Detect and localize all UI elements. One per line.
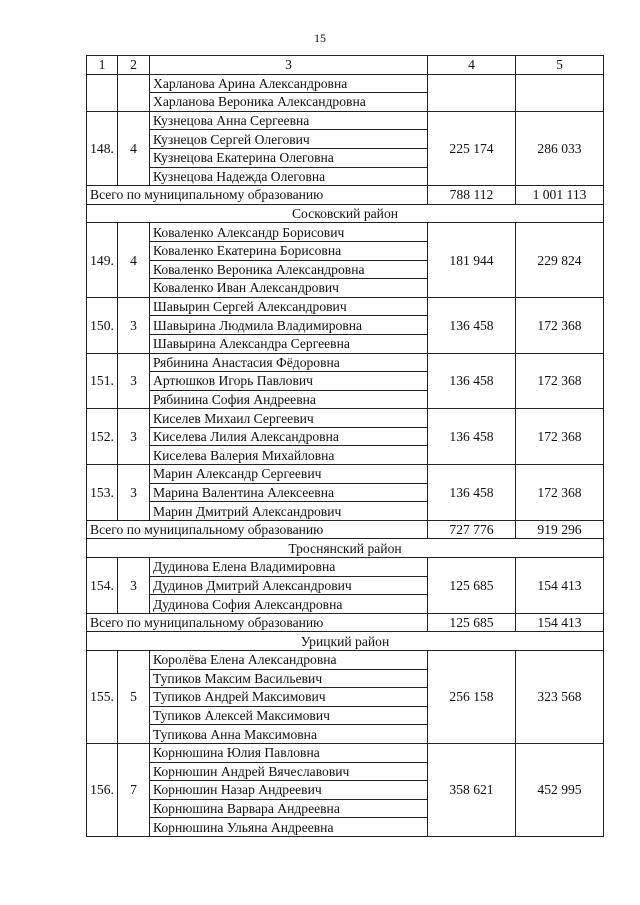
- table-row: [87, 743, 604, 762]
- row-number-cell: 148.: [87, 111, 118, 185]
- family-size-cell: 7: [118, 743, 150, 836]
- total-row: [87, 520, 604, 539]
- row-number-cell: 155.: [87, 651, 118, 744]
- family-size-cell: 5: [118, 651, 150, 744]
- member-name-cell: Тупиков Андрей Максимович: [150, 688, 428, 707]
- member-name-cell: Тупикова Анна Максимовна: [150, 725, 428, 744]
- amount-col5-cell: 172 368: [516, 297, 604, 353]
- family-size-cell: 3: [118, 465, 150, 521]
- member-name-cell: Кузнецов Сергей Олегович: [150, 130, 428, 149]
- member-name-cell: Коваленко Екатерина Борисовна: [150, 241, 428, 260]
- header-cell-1: 1: [87, 56, 118, 75]
- member-name-cell: Марина Валентина Алексеевна: [150, 483, 428, 502]
- family-size-cell: 4: [118, 223, 150, 297]
- table-row: [87, 651, 604, 670]
- member-name-cell: Шавырина Людмила Владимировна: [150, 316, 428, 335]
- member-name-cell: Шавырин Сергей Александрович: [150, 297, 428, 316]
- member-name-cell: Королёва Елена Александровна: [150, 651, 428, 670]
- district-name: Троснянский район: [87, 539, 604, 558]
- total-col4: 788 112: [428, 186, 516, 205]
- total-label: Всего по муниципальному образованию: [87, 520, 428, 539]
- amount-col4-cell: 136 458: [428, 465, 516, 521]
- amount-col5-cell: 172 368: [516, 465, 604, 521]
- member-name-cell: Дудинов Дмитрий Александрович: [150, 576, 428, 595]
- amount-col4-cell: 358 621: [428, 743, 516, 836]
- total-label: Всего по муниципальному образованию: [87, 186, 428, 205]
- district-row: [87, 539, 604, 558]
- header-cell-3: 3: [150, 56, 428, 75]
- amount-col4-cell: 181 944: [428, 223, 516, 297]
- district-row: [87, 204, 604, 223]
- family-size-cell: 3: [118, 558, 150, 614]
- table-row: [87, 353, 604, 372]
- table-row: [87, 111, 604, 130]
- header-cell-2: 2: [118, 56, 150, 75]
- amount-col5-cell: 172 368: [516, 409, 604, 465]
- row-number-cell: 152.: [87, 409, 118, 465]
- amount-col4-cell: 136 458: [428, 409, 516, 465]
- member-name-cell: Коваленко Александр Борисович: [150, 223, 428, 242]
- family-size-cell: 4: [118, 111, 150, 185]
- district-name: Сосковский район: [87, 204, 604, 223]
- member-name-cell: Марин Дмитрий Александрович: [150, 502, 428, 521]
- member-name-cell: Тупиков Алексей Максимович: [150, 706, 428, 725]
- amount-col5-cell: [516, 74, 604, 111]
- total-col5: 1 001 113: [516, 186, 604, 205]
- district-name: Урицкий район: [87, 632, 604, 651]
- district-row: [87, 632, 604, 651]
- member-name-cell: Артюшков Игорь Павлович: [150, 372, 428, 391]
- amount-col4-cell: 225 174: [428, 111, 516, 185]
- member-name-cell: Харланова Вероника Александровна: [150, 93, 428, 112]
- member-name-cell: Киселева Лилия Александровна: [150, 427, 428, 446]
- member-name-cell: Кузнецова Надежда Олеговна: [150, 167, 428, 186]
- member-name-cell: Шавырина Александра Сергеевна: [150, 334, 428, 353]
- member-name-cell: Коваленко Вероника Александровна: [150, 260, 428, 279]
- table-row: [87, 465, 604, 484]
- member-name-cell: Коваленко Иван Александрович: [150, 279, 428, 298]
- family-size-cell: [118, 74, 150, 111]
- member-name-cell: Корнюшина Ульяна Андреевна: [150, 818, 428, 837]
- row-number-cell: 151.: [87, 353, 118, 409]
- total-col4: 727 776: [428, 520, 516, 539]
- row-number-cell: 153.: [87, 465, 118, 521]
- row-number-cell: [87, 74, 118, 111]
- member-name-cell: Рябинина Анастасия Фёдоровна: [150, 353, 428, 372]
- table-body: [87, 56, 604, 837]
- member-name-cell: Киселева Валерия Михайловна: [150, 446, 428, 465]
- total-row: [87, 186, 604, 205]
- amount-col5-cell: 323 568: [516, 651, 604, 744]
- amount-col5-cell: 452 995: [516, 743, 604, 836]
- member-name-cell: Харланова Арина Александровна: [150, 74, 428, 93]
- row-number-cell: 156.: [87, 743, 118, 836]
- amount-col5-cell: 229 824: [516, 223, 604, 297]
- member-name-cell: Кузнецова Анна Сергеевна: [150, 111, 428, 130]
- member-name-cell: Дудинова София Александровна: [150, 595, 428, 614]
- total-row: [87, 613, 604, 632]
- page-number: 15: [314, 31, 326, 45]
- header-cell-5: 5: [516, 56, 604, 75]
- total-col5: 919 296: [516, 520, 604, 539]
- row-number-cell: 154.: [87, 558, 118, 614]
- member-name-cell: Киселев Михаил Сергеевич: [150, 409, 428, 428]
- member-name-cell: Корнюшин Назар Андреевич: [150, 781, 428, 800]
- table-row: [87, 558, 604, 577]
- amount-col4-cell: 125 685: [428, 558, 516, 614]
- table-row: [87, 223, 604, 242]
- member-name-cell: Рябинина София Андреевна: [150, 390, 428, 409]
- amount-col5-cell: 172 368: [516, 353, 604, 409]
- row-number-cell: 150.: [87, 297, 118, 353]
- amount-col4-cell: 136 458: [428, 297, 516, 353]
- header-row: [87, 56, 604, 75]
- member-name-cell: Кузнецова Екатерина Олеговна: [150, 148, 428, 167]
- member-name-cell: Марин Александр Сергеевич: [150, 465, 428, 484]
- beneficiaries-table: [86, 55, 604, 837]
- member-name-cell: Дудинова Елена Владимировна: [150, 558, 428, 577]
- family-size-cell: 3: [118, 353, 150, 409]
- amount-col5-cell: 286 033: [516, 111, 604, 185]
- amount-col4-cell: 136 458: [428, 353, 516, 409]
- member-name-cell: Корнюшина Варвара Андреевна: [150, 799, 428, 818]
- total-label: Всего по муниципальному образованию: [87, 613, 428, 632]
- table-row: [87, 74, 604, 93]
- member-name-cell: Тупиков Максим Васильевич: [150, 669, 428, 688]
- amount-col5-cell: 154 413: [516, 558, 604, 614]
- row-number-cell: 149.: [87, 223, 118, 297]
- total-col4: 125 685: [428, 613, 516, 632]
- family-size-cell: 3: [118, 409, 150, 465]
- table-row: [87, 297, 604, 316]
- header-cell-4: 4: [428, 56, 516, 75]
- amount-col4-cell: 256 158: [428, 651, 516, 744]
- family-size-cell: 3: [118, 297, 150, 353]
- member-name-cell: Корнюшина Юлия Павловна: [150, 743, 428, 762]
- total-col5: 154 413: [516, 613, 604, 632]
- table-row: [87, 409, 604, 428]
- member-name-cell: Корнюшин Андрей Вячеславович: [150, 762, 428, 781]
- amount-col4-cell: [428, 74, 516, 111]
